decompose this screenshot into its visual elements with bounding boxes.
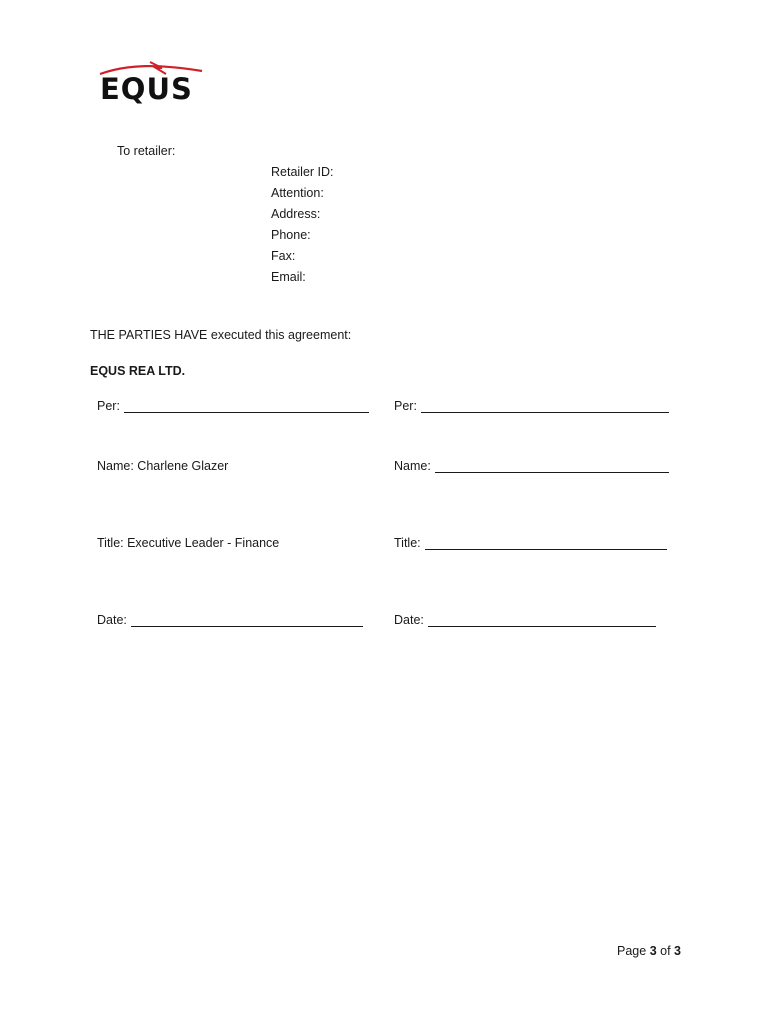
right-name-line xyxy=(394,459,669,473)
left-date-line xyxy=(97,613,363,627)
attention-label: Attention: xyxy=(271,186,324,200)
page-of: of xyxy=(660,944,671,958)
right-title-rule xyxy=(425,537,667,550)
left-title-field: Title: Executive Leader - Finance xyxy=(97,536,280,550)
right-name-rule xyxy=(435,460,669,473)
right-per-rule xyxy=(421,400,669,413)
page-total: 3 xyxy=(674,944,681,958)
email-label: Email: xyxy=(271,270,306,284)
right-date-rule xyxy=(428,614,656,627)
page-prefix: Page xyxy=(617,944,647,958)
company-name: EQUS REA LTD. xyxy=(90,364,186,378)
left-per-line xyxy=(97,399,369,413)
page-number xyxy=(617,944,681,958)
equs-logo xyxy=(98,58,208,108)
left-name-field: Name: Charlene Glazer xyxy=(97,459,229,473)
left-per-rule xyxy=(124,400,369,413)
right-title-label: Title: xyxy=(394,536,421,550)
right-name-label: Name: xyxy=(394,459,431,473)
phone-label: Phone: xyxy=(271,228,311,242)
right-per-label: Per: xyxy=(394,399,417,413)
left-date-rule xyxy=(131,614,363,627)
right-per-line xyxy=(394,399,669,413)
right-date-line xyxy=(394,613,656,627)
fax-label: Fax: xyxy=(271,249,296,263)
left-date-label: Date: xyxy=(97,613,127,627)
agreement-statement: THE PARTIES HAVE executed this agreement: xyxy=(90,328,352,342)
right-title-line xyxy=(394,536,667,550)
logo-text: EQUS xyxy=(100,72,193,106)
left-per-label: Per: xyxy=(97,399,120,413)
page-current: 3 xyxy=(649,944,657,958)
address-label: Address: xyxy=(271,207,321,221)
retailer-heading: To retailer: xyxy=(117,144,176,158)
right-date-label: Date: xyxy=(394,613,424,627)
retailer-id-label: Retailer ID: xyxy=(271,165,334,179)
